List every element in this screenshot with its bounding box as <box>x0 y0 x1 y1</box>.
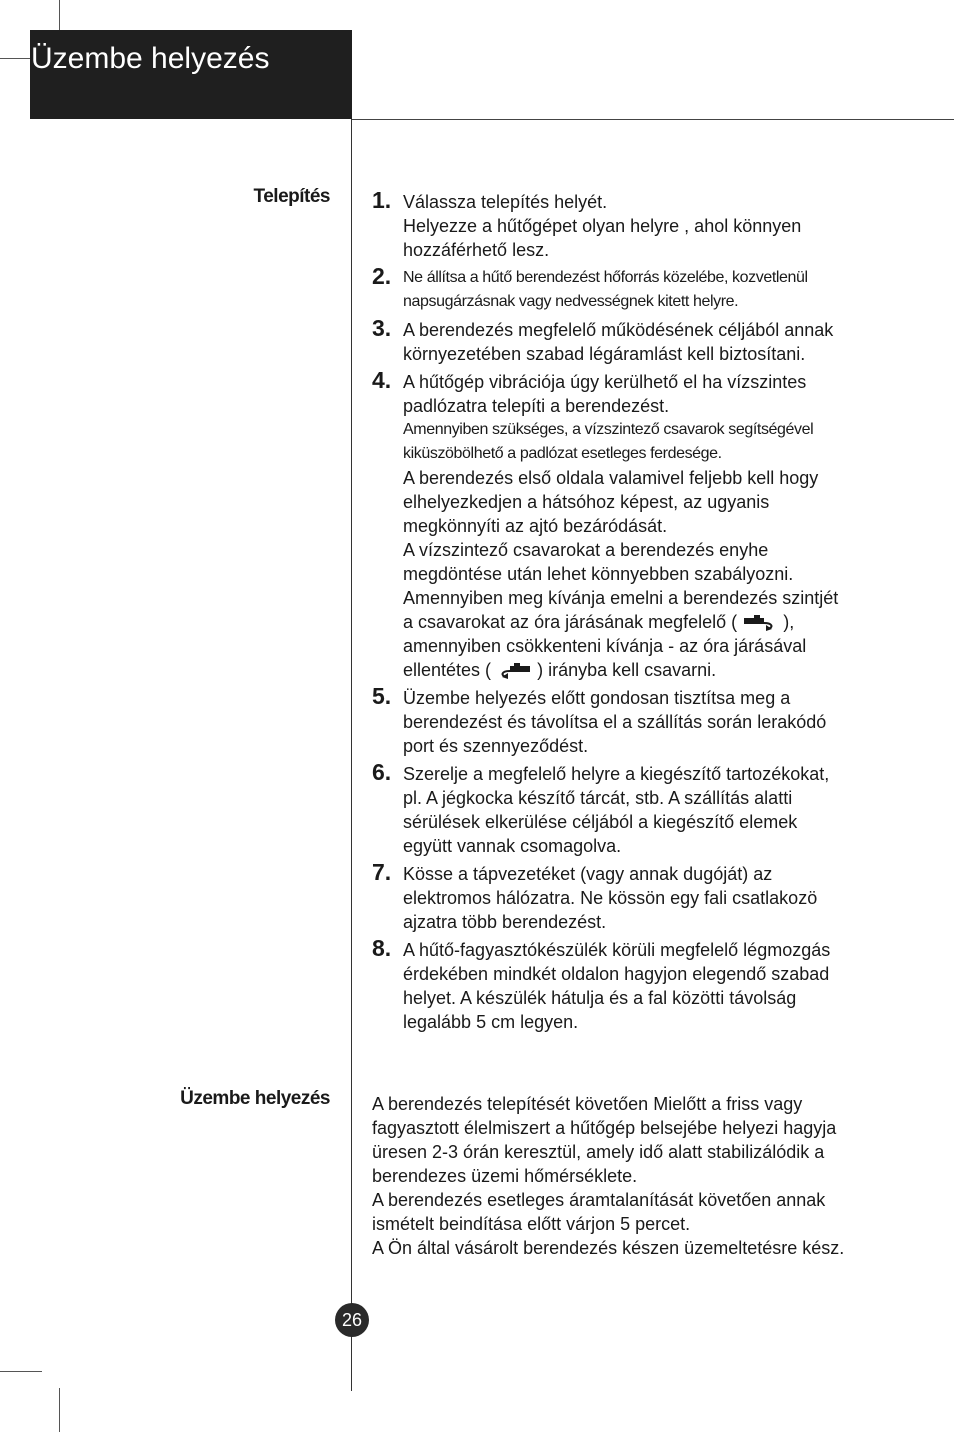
step-5 <box>372 683 912 758</box>
step-text: Szerelje a megfelelő helyre a kiegészítő tartozékokat, <box>403 764 830 784</box>
step-text: Kösse a tápvezetéket (vagy annak dugóját) az <box>403 864 773 884</box>
step-text: Válassza telepítés helyét. <box>403 192 608 212</box>
step-text: A berendezés első oldala valamivel feljebb kell hogy <box>403 468 819 488</box>
step-text: A hűtő-fagyasztókészülék körüli megfelelő légmozgás <box>403 940 831 960</box>
step-number: 4. <box>372 367 392 393</box>
cw-text-before: a csavarokat az óra járásának megfelelő ( <box>403 612 738 632</box>
step-number: 6. <box>372 759 392 785</box>
section-heading-startup: Üzembe helyezés <box>180 1088 330 1109</box>
startup-paragraph <box>372 1092 932 1260</box>
step-number: 5. <box>372 683 392 709</box>
section-heading-install: Telepítés <box>253 186 330 207</box>
step-7 <box>372 859 912 934</box>
step-text: Helyezze a hűtőgépet olyan helyre , ahol könnyen <box>403 216 802 236</box>
step-3 <box>372 315 912 366</box>
step-text: napsugárzásnak vagy nedvességnek kitett helyre. <box>403 293 739 310</box>
step-text: helyet. A készülék hátulja és a fal közötti távolság <box>403 988 797 1008</box>
step-text: port és szennyeződést. <box>403 736 589 756</box>
counterclockwise-screw-icon <box>496 663 532 679</box>
install-steps <box>372 187 912 1038</box>
step-2 <box>372 263 912 314</box>
step-text: kiküszöbölhető a padlózat esetleges ferdesége. <box>403 445 722 462</box>
step-number: 3. <box>372 315 392 341</box>
startup-text: A berendezés telepítését követően Mielőtt a friss vagy <box>372 1094 803 1114</box>
step-text: A vízszintező csavarokat a berendezés enyhe <box>403 540 769 560</box>
ccw-text-after: ) irányba kell csavarni. <box>537 660 717 680</box>
clockwise-screw-icon <box>742 615 778 631</box>
step-text: hozzáférhető lesz. <box>403 240 550 260</box>
step-8 <box>372 935 912 1034</box>
step-text: érdekében mindkét oldalon hagyjon elegendő szabad <box>403 964 830 984</box>
step-text: megdöntése után lehet könnyebben szabályozni. <box>403 564 794 584</box>
step-text: megkönnyíti az ajtó bezáródását. <box>403 516 668 536</box>
header-rule <box>352 119 954 120</box>
step-text: pl. A jégkocka készítő tárcát, stb. A szállítás alatti <box>403 788 793 808</box>
step-number: 7. <box>372 859 392 885</box>
step-text: A berendezés megfelelő működésének céljából annak <box>403 320 834 340</box>
step-text: elektromos hálózatra. Ne kössön egy fali csatlakozö <box>403 888 818 908</box>
crop-mark-bottom-h <box>0 1371 42 1372</box>
step-text-counterclockwise <box>403 658 912 682</box>
step-text: ajzatra több berendezést. <box>403 912 607 932</box>
step-4 <box>372 367 912 682</box>
step-number: 8. <box>372 935 392 961</box>
step-text: padlózatra telepíti a berendezést. <box>403 396 670 416</box>
startup-text: üresen 2-3 órán keresztül, amely idő alatt stabilizálódik a <box>372 1142 825 1162</box>
cw-text-after: ), <box>783 612 795 632</box>
step-text: együtt vannak csomagolva. <box>403 836 622 856</box>
step-text: Ne állítsa a hűtő berendezést hőforrás közelébe, kozvetlenül <box>403 269 808 286</box>
step-text: amennyiben csökkenteni kívánja - az óra járásával <box>403 636 807 656</box>
step-1 <box>372 187 912 262</box>
startup-text: A Ön által vásárolt berendezés készen üzemeltetésre kész. <box>372 1238 845 1258</box>
step-text-clockwise <box>403 610 912 634</box>
startup-text: berendezes üzemi hőmérséklete. <box>372 1166 638 1186</box>
page-title: Üzembe helyezés <box>31 42 270 75</box>
ccw-text-before: ellentétes ( <box>403 660 492 680</box>
step-text: Üzembe helyezés előtt gondosan tisztítsa meg a <box>403 688 791 708</box>
step-text: elhelyezkedjen a hátsóhoz képest, az ugyanis <box>403 492 770 512</box>
column-divider <box>351 119 352 1391</box>
step-text: Amennyiben meg kívánja emelni a berendezés szintjét <box>403 588 839 608</box>
startup-text: fagyasztott élelmiszert a hűtőgép belsejébe helyezi hagyja <box>372 1118 837 1138</box>
startup-text: ismételt beindítása előtt várjon 5 percet. <box>372 1214 691 1234</box>
crop-mark-top-h <box>0 58 30 59</box>
step-text: legalább 5 cm legyen. <box>403 1012 579 1032</box>
startup-text: A berendezés esetleges áramtalanítását követően annak <box>372 1190 826 1210</box>
step-text: sérülések elkerülése céljából a kiegészítő elemek <box>403 812 798 832</box>
step-text: A hűtőgép vibrációja úgy kerülhető el ha vízszintes <box>403 372 807 392</box>
crop-mark-top-v <box>59 0 60 30</box>
step-6 <box>372 759 912 858</box>
step-number: 1. <box>372 187 392 213</box>
page-number: 26 <box>335 1303 369 1337</box>
step-number: 2. <box>372 263 392 289</box>
step-text: Amennyiben szükséges, a vízszintező csavarok segítségével <box>403 421 814 438</box>
step-text: berendezést és távolítsa el a szállítás során lerakódó <box>403 712 827 732</box>
step-text: környezetében szabad légáramlást kell biztosítani. <box>403 344 806 364</box>
crop-mark-bottom-v <box>59 1388 60 1432</box>
